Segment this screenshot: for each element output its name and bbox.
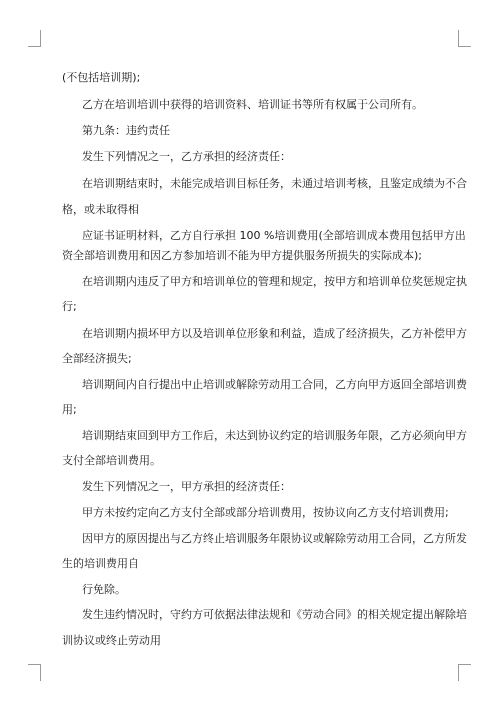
text-line: 在培训期结束时，未能完成培训目标任务，未通过培训考核，且鉴定成绩为不合: [82, 177, 467, 190]
section-heading: 第九条：违约责任: [82, 124, 170, 137]
text-line: 乙方在培训培训中获得的培训资料、培训证书等所有权属于公司所有。: [82, 98, 423, 111]
text-line: 甲方未按约定向乙方支付全部或部分培训费用，按协议向乙方支付培训费用;: [82, 506, 449, 519]
text-line: 培训期间内自行提出中止培训或解除劳动用工合同，乙方向甲方返回全部培训费: [82, 378, 467, 391]
text-line: 在培训期内损坏甲方以及培训单位形象和利益，造成了经济损失，乙方补偿甲方: [82, 327, 467, 340]
text-line: 在培训期内违反了甲方和培训单位的管理和规定，按甲方和培训单位奖惩规定执: [82, 275, 467, 288]
text-line: 行免除。: [82, 583, 126, 596]
crop-mark-top-left: [28, 30, 41, 47]
text-line: 培训期结束回到甲方工作后，未达到协议约定的培训服务年限，乙方必须向甲方: [82, 429, 467, 442]
text-line: 用;: [62, 403, 77, 416]
crop-mark-bottom-right: [458, 664, 471, 681]
text-line: 资全部培训费用和因乙方参加培训不能为甲方提供服务所损失的实际成本);: [62, 249, 422, 262]
text-line: 生的培训费用自: [62, 557, 139, 570]
text-line: (不包括培训期);: [62, 71, 141, 84]
text-line: 发生违约情况时，守约方可依据法律法规和《劳动合同》的相关规定提出解除培: [82, 608, 467, 621]
text-line: 发生下列情况之一，甲方承担的经济责任：: [82, 480, 291, 493]
text-line: 格，或未取得相: [62, 203, 139, 216]
text-line: 训协议或终止劳动用: [62, 634, 161, 647]
text-line: 因甲方的原因提出与乙方终止培训服务年限协议或解除劳动用工合同，乙方所发: [82, 532, 467, 545]
crop-mark-bottom-left: [28, 664, 41, 681]
text-line: 行;: [62, 300, 77, 313]
text-line: 发生下列情况之一，乙方承担的经济责任：: [82, 150, 291, 163]
crop-mark-top-right: [458, 30, 471, 47]
text-line: 支付全部培训费用。: [62, 454, 161, 467]
text-line: 全部经济损失;: [62, 352, 132, 365]
text-line: 应证书证明材料，乙方自行承担 100 %培训费用(全部培训成本费用包括甲方出: [82, 229, 466, 242]
